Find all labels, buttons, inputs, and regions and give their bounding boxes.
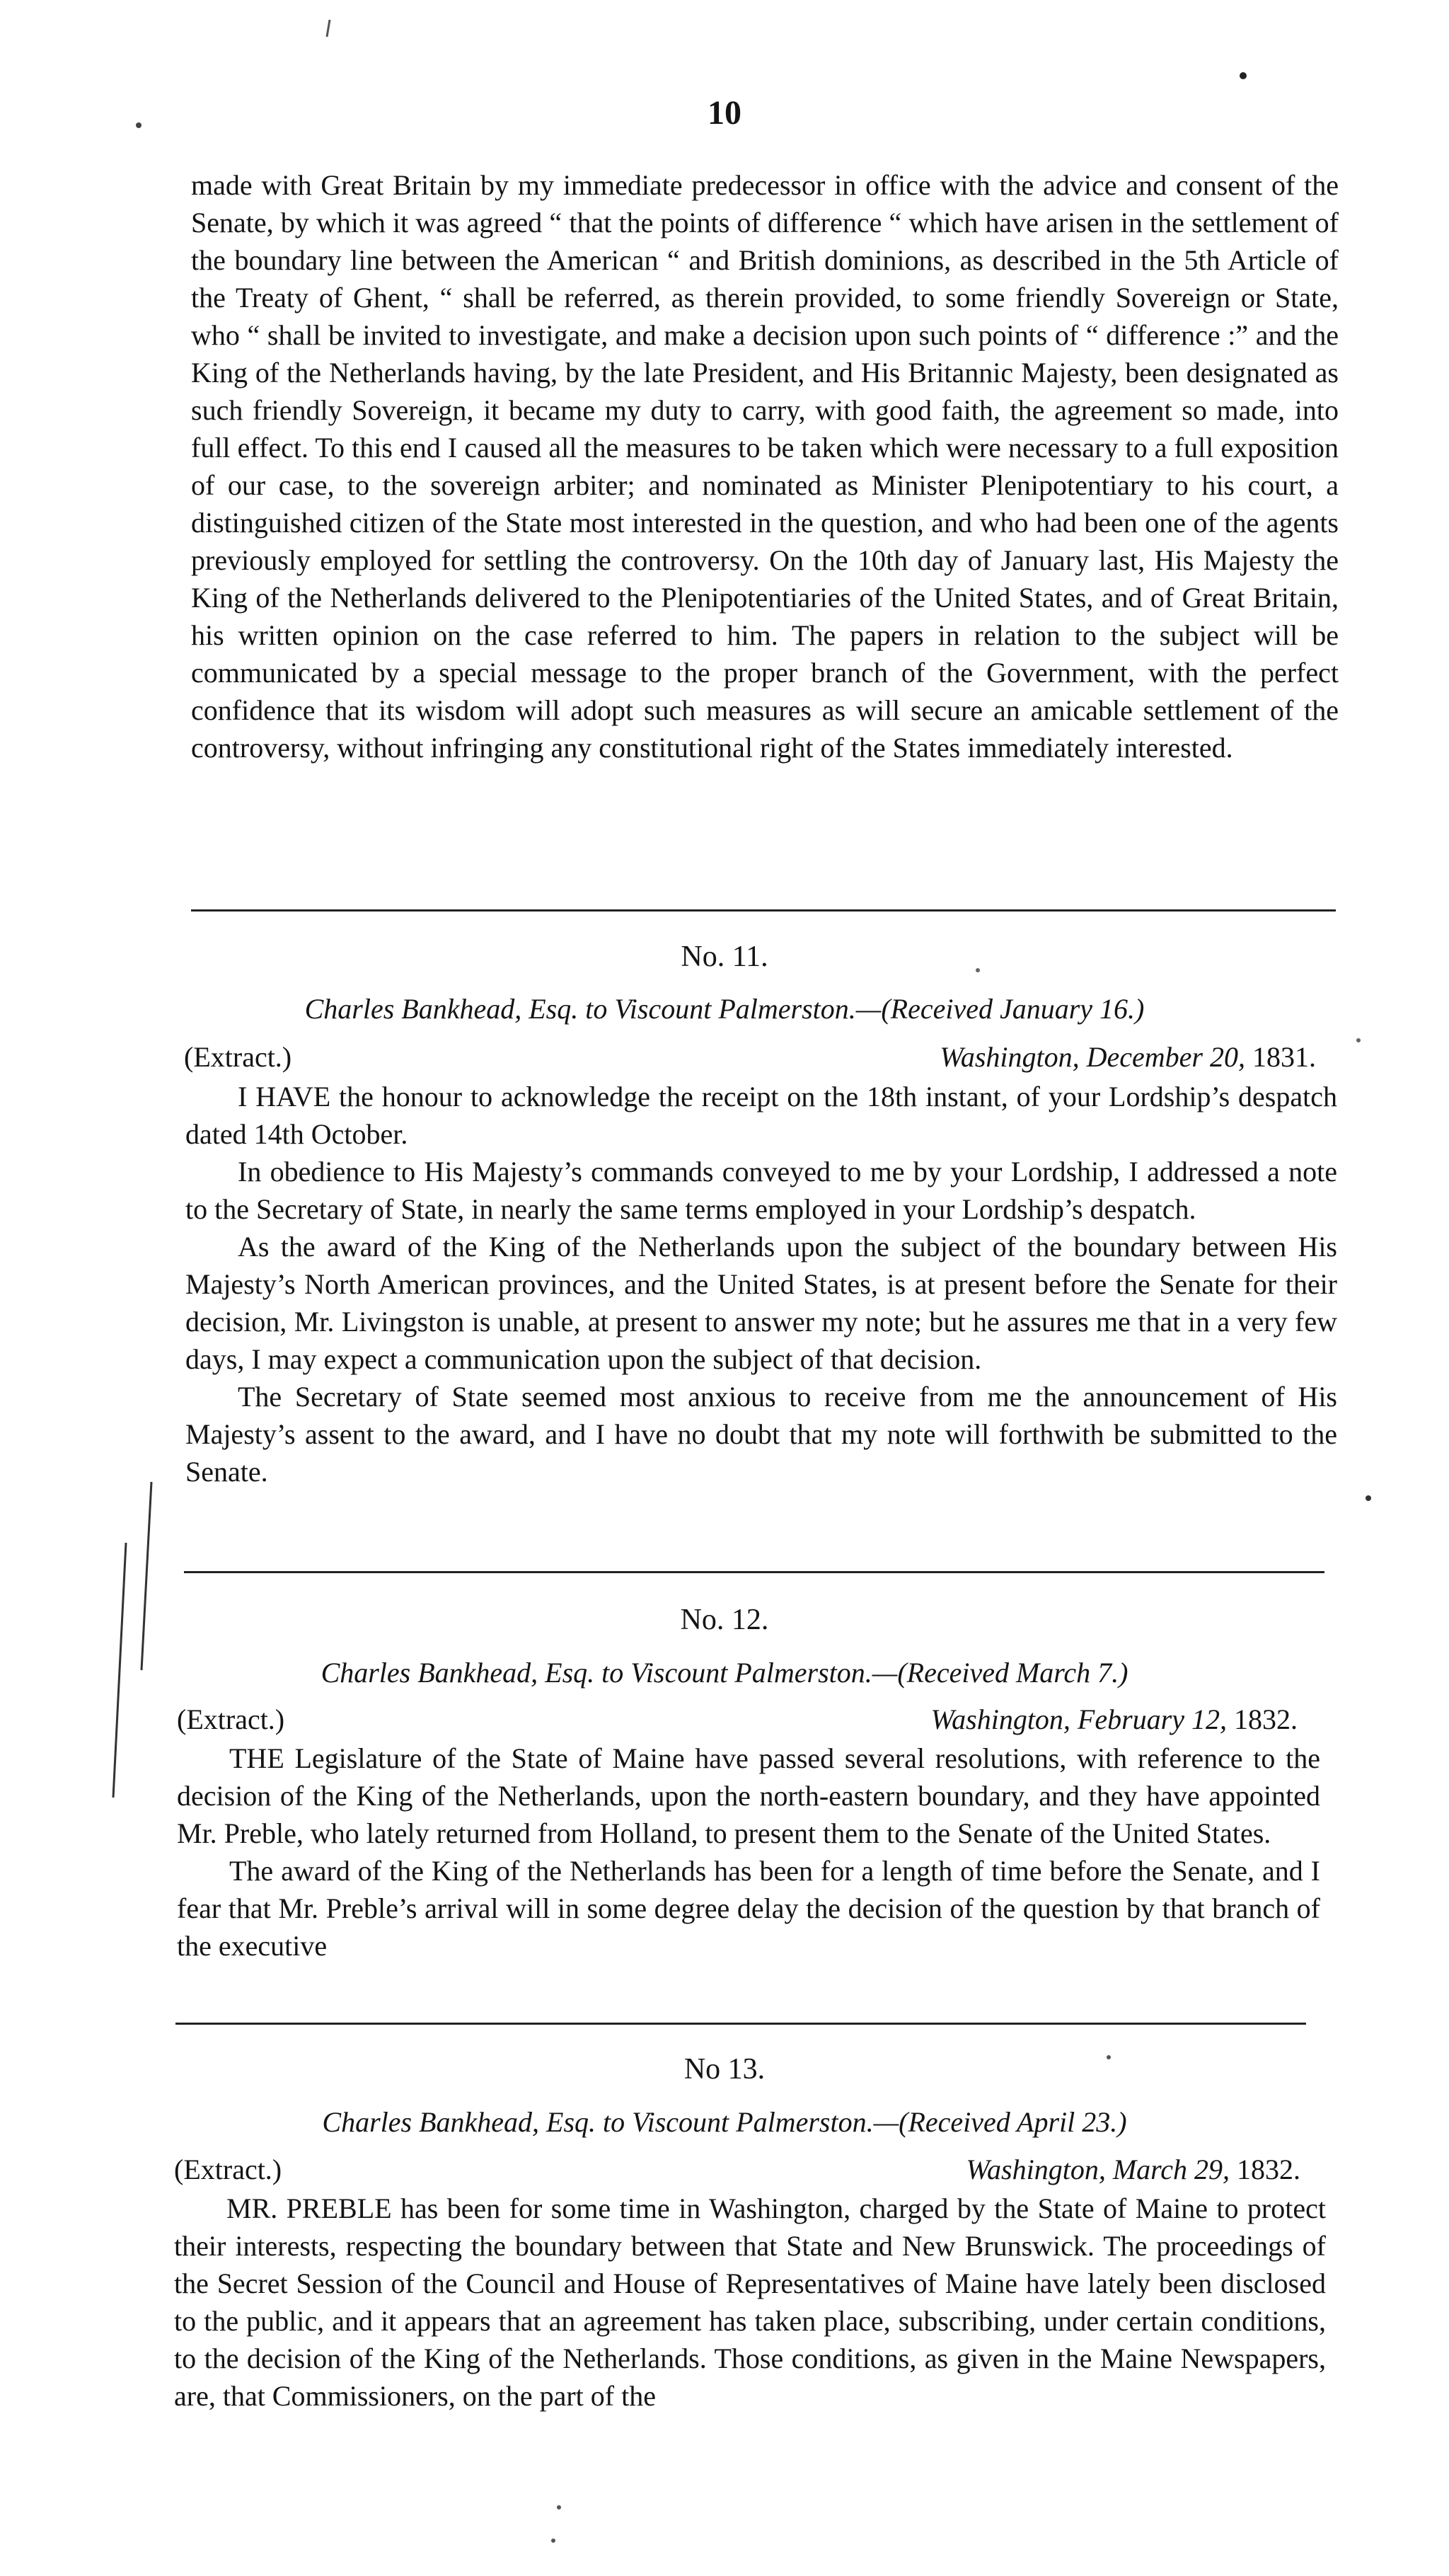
dateline: [177, 1703, 1298, 1736]
place-date-text: Washington, February 12,: [930, 1703, 1227, 1735]
dateline: [174, 2153, 1300, 2186]
dispatch-body: [174, 2190, 1326, 2415]
dispatch-correspondents: Charles Bankhead, Esq. to Viscount Palmerston.: [322, 2106, 874, 2138]
body-paragraph: THE Legislature of the State of Maine have passed several resolutions, with reference to the decision of the King of the Netherlands, upon the north-eastern boundary, and they have appointed Mr. Preble, who lately returned from Holland, to present them to the Senate of the United States.: [177, 1742, 1320, 1849]
dispatch-heading: [0, 2105, 1449, 2139]
body-paragraph: In obedience to His Majesty’s commands conveyed to me by your Lordship, I addressed a note to the Secretary of State, in nearly the same terms employed in your Lordship’s despatch.: [185, 1156, 1337, 1225]
intro-paragraph: made with Great Britain by my immediate predecessor in office with the advice and consent of the Senate, by which it was agreed “ that the points of difference “ which have arisen in the settlement of the boundary line between the American “ and British dominions, as described in the 5th Article of the Treaty of Ghent, “ shall be referred, as therein provided, to some friendly Sovereign or State, who “ shall be invited to investigate, and make a decision upon such points of “ difference :” and the King of the Netherlands having, by the late President, and His Britannic Majesty, been designated as such friendly Sovereign, it became my duty to carry, with good faith, the agreement so made, into full effect. To this end I caused all the measures to be taken which were necessary to a full exposition of our case, to the sovereign arbiter; and nominated as Minister Plenipotentiary to his court, a distinguished citizen of the State most interested in the question, and who had been one of the agents previously employed for settling the controversy. On the 10th day of January last, His Majesty the King of the Netherlands delivered to the Plenipotentiaries of the United States, and of Great Britain, his written opinion on the case referred to him. The papers in relation to the subject will be communicated by a special message to the proper branch of the Government, with the perfect confidence that its wisdom will adopt such measures as will secure an amicable settlement of the controversy, without infringing any constitutional right of the States immediately interested.: [191, 169, 1339, 764]
dispatch-received-date: —(Received April 23.): [873, 2106, 1127, 2138]
extract-label: (Extract.): [184, 1041, 292, 1073]
ink-streak: [327, 20, 330, 37]
place-date-text: Washington, December 20,: [940, 1041, 1245, 1073]
date-year: 1832.: [1234, 1703, 1298, 1735]
dispatch-heading: [0, 1656, 1449, 1689]
ink-speck: [551, 2538, 555, 2543]
dispatch-received-date: —(Received January 16.): [855, 993, 1145, 1025]
document-number: No. 12.: [680, 1604, 769, 1636]
extract-label: (Extract.): [174, 2154, 282, 2185]
intro-text-block: [191, 166, 1339, 766]
body-paragraph: MR. PREBLE has been for some time in Washington, charged by the State of Maine to protect their interests, respecting the boundary between that State and New Brunswick. The proceedings of the Secret Session of the Council and House of Representatives of Maine have lately been disclosed to the public, and it appears that an agreement has taken place, subscribing, under certain conditions, to the decision of the King of the Netherlands. Those conditions, as given in the Maine Newspapers, are, that Commissioners, on the part of the: [174, 2192, 1326, 2412]
section-divider: [175, 2023, 1306, 2025]
ink-speck: [557, 2505, 561, 2509]
dispatch-correspondents: Charles Bankhead, Esq. to Viscount Palmerston.: [321, 1657, 872, 1689]
place-date: [966, 2153, 1300, 2186]
date-year: 1832.: [1237, 2154, 1300, 2185]
dispatch-heading: [0, 992, 1449, 1025]
place-date: [940, 1040, 1316, 1074]
place-date: [930, 1703, 1298, 1736]
body-paragraph: The Secretary of State seemed most anxious to receive from me the announcement of His Majesty’s assent to the award, and I have no doubt that my note will forthwith be submitted to the Senate.: [185, 1381, 1337, 1488]
dispatch-body: [185, 1078, 1337, 1490]
ink-speck: [1366, 1495, 1371, 1501]
section-divider: [184, 1571, 1324, 1573]
document-number: No 13.: [683, 2053, 766, 2086]
body-paragraph: As the award of the King of the Netherlands upon the subject of the boundary between His Majesty’s North American provinces, and the United States, is at present before the Senate for their decision, Mr. Livingston is unable, at present to answer my note; but he assures me that in a very few days, I may expect a communication upon the subject of that decision.: [185, 1231, 1337, 1375]
dispatch-correspondents: Charles Bankhead, Esq. to Viscount Palmerston.: [304, 993, 856, 1025]
place-date-text: Washington, March 29,: [966, 2154, 1230, 2185]
dateline: [184, 1040, 1316, 1074]
section-divider: [191, 909, 1336, 912]
dispatch-received-date: —(Received March 7.): [872, 1657, 1128, 1689]
body-paragraph: I HAVE the honour to acknowledge the receipt on the 18th instant, of your Lordship’s despatch dated 14th October.: [185, 1081, 1337, 1150]
dispatch-body: [177, 1740, 1320, 1965]
ink-speck: [1356, 1038, 1361, 1042]
date-year: 1831.: [1252, 1041, 1316, 1073]
ink-streak: [142, 1482, 151, 1670]
page-number: 10: [708, 94, 741, 132]
document-number: No. 11.: [681, 941, 768, 973]
extract-label: (Extract.): [177, 1703, 285, 1735]
ink-speck: [1240, 72, 1247, 79]
body-paragraph: The award of the King of the Netherlands has been for a length of time before the Senate, and I fear that Mr. Preble’s arrival will in some degree delay the decision of the question by that branch of the executive: [177, 1855, 1320, 1962]
